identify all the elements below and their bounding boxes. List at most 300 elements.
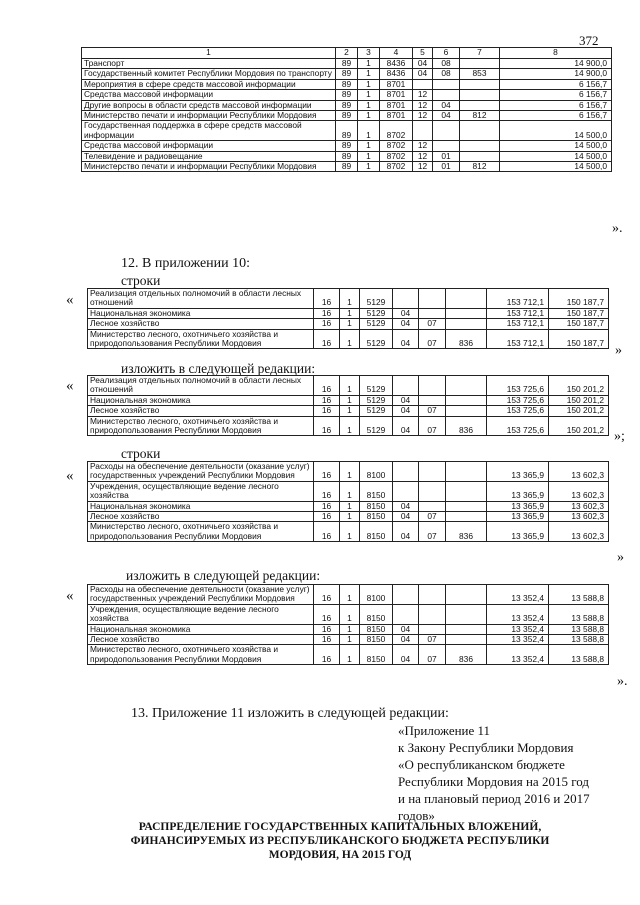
row-value-cell: 812	[460, 162, 500, 172]
row-value-cell: 153 712,1	[487, 329, 549, 349]
row-value-cell: 153 712,1	[487, 289, 549, 309]
row-value-cell	[446, 481, 487, 501]
row-value-cell: 89	[336, 69, 358, 79]
open-quote: «	[66, 292, 74, 308]
row-value-cell: 836	[446, 329, 487, 349]
row-name-cell: Средства массовой информации	[82, 141, 336, 151]
row-value-cell: 13 352,4	[487, 604, 549, 624]
row-value-cell: 8150	[360, 512, 393, 522]
row-value-cell: 13 588,8	[549, 635, 609, 645]
table-row	[88, 416, 609, 436]
close-quote: »	[617, 550, 624, 565]
row-value-cell: 8150	[360, 635, 393, 645]
row-name-cell: Государственная поддержка в сфере средств массовой информации	[82, 121, 336, 141]
row-value-cell: 150 187,7	[549, 319, 609, 329]
table-row	[88, 512, 609, 522]
row-value-cell: 07	[419, 512, 446, 522]
row-value-cell: 04	[393, 624, 419, 634]
row-value-cell	[460, 121, 500, 141]
close-quote: ».	[612, 221, 623, 236]
row-value-cell	[446, 604, 487, 624]
row-value-cell: 13 588,8	[549, 585, 609, 605]
row-value-cell: 16	[314, 635, 340, 645]
row-value-cell: 153 712,1	[487, 308, 549, 318]
table-row	[88, 635, 609, 645]
row-value-cell: 153 725,6	[487, 395, 549, 405]
rows-table-old-5129	[87, 288, 609, 349]
row-value-cell	[393, 462, 419, 482]
title-line: РАСПРЕДЕЛЕНИЕ ГОСУДАРСТВЕННЫХ КАПИТАЛЬНЫХ ВЛОЖЕНИЙ,	[138, 821, 542, 833]
row-value-cell: 8436	[380, 59, 413, 69]
row-value-cell: 13 352,4	[487, 635, 549, 645]
row-value-cell	[446, 462, 487, 482]
row-value-cell: 04	[393, 416, 419, 436]
row-value-cell: 07	[419, 635, 446, 645]
row-value-cell: 1	[358, 59, 380, 69]
row-value-cell: 89	[336, 79, 358, 89]
open-quote: «	[66, 378, 74, 394]
row-value-cell: 1	[340, 512, 360, 522]
table-row	[88, 319, 609, 329]
row-value-cell: 853	[460, 69, 500, 79]
row-value-cell: 8702	[380, 151, 413, 161]
open-quote: «	[66, 588, 74, 604]
row-value-cell: 150 201,2	[549, 376, 609, 396]
row-value-cell: 1	[340, 624, 360, 634]
row-value-cell: 16	[314, 416, 340, 436]
appendix-line: годов»	[398, 808, 435, 823]
row-value-cell: 8436	[380, 69, 413, 79]
row-value-cell: 5129	[360, 289, 393, 309]
row-value-cell: 150 187,7	[549, 289, 609, 309]
row-value-cell	[393, 376, 419, 396]
table-header-row	[82, 48, 612, 59]
row-value-cell	[446, 635, 487, 645]
row-value-cell: 8150	[360, 604, 393, 624]
table-row	[88, 645, 609, 665]
row-value-cell: 04	[393, 395, 419, 405]
row-value-cell: 89	[336, 111, 358, 121]
close-quote: ».	[617, 674, 628, 689]
row-value-cell	[446, 319, 487, 329]
row-value-cell	[419, 462, 446, 482]
row-value-cell: 14 900,0	[500, 69, 612, 79]
table-row	[88, 308, 609, 318]
col-header: 1	[82, 48, 336, 59]
row-value-cell: 04	[393, 308, 419, 318]
row-value-cell: 13 588,8	[549, 624, 609, 634]
row-value-cell	[460, 141, 500, 151]
row-value-cell: 13 365,9	[487, 481, 549, 501]
row-value-cell: 13 352,4	[487, 645, 549, 665]
distribution-title	[80, 820, 600, 862]
row-value-cell: 150 201,2	[549, 416, 609, 436]
row-value-cell: 8150	[360, 481, 393, 501]
row-value-cell: 13 365,9	[487, 501, 549, 511]
col-header: 8	[500, 48, 612, 59]
row-value-cell: 836	[446, 645, 487, 665]
row-value-cell: 89	[336, 141, 358, 151]
row-value-cell: 16	[314, 395, 340, 405]
appendix-line: Республики Мордовия на 2015 год	[398, 774, 589, 789]
row-value-cell	[446, 512, 487, 522]
row-value-cell: 5129	[360, 319, 393, 329]
row-value-cell: 14 500,0	[500, 121, 612, 141]
row-value-cell: 8150	[360, 522, 393, 542]
table-row	[88, 395, 609, 405]
row-value-cell: 1	[358, 100, 380, 110]
row-name-cell: Лесное хозяйство	[88, 512, 314, 522]
row-value-cell: 5129	[360, 406, 393, 416]
row-value-cell: 07	[419, 319, 446, 329]
row-value-cell: 01	[433, 162, 460, 172]
table-row	[88, 406, 609, 416]
row-value-cell: 01	[433, 151, 460, 161]
table-row	[82, 111, 612, 121]
row-value-cell: 5129	[360, 376, 393, 396]
row-value-cell: 1	[358, 162, 380, 172]
col-header: 5	[413, 48, 433, 59]
row-value-cell: 13 365,9	[487, 462, 549, 482]
section-13-text: 13. Приложение 11 изложить в следующей редакции:	[131, 706, 449, 721]
row-value-cell	[446, 395, 487, 405]
row-value-cell: 16	[314, 289, 340, 309]
row-value-cell	[460, 59, 500, 69]
row-value-cell: 1	[340, 522, 360, 542]
row-value-cell: 153 725,6	[487, 376, 549, 396]
row-value-cell: 1	[358, 151, 380, 161]
row-value-cell: 150 201,2	[549, 406, 609, 416]
row-value-cell: 13 352,4	[487, 585, 549, 605]
row-value-cell: 89	[336, 151, 358, 161]
row-name-cell: Телевидение и радиовещание	[82, 151, 336, 161]
row-value-cell: 89	[336, 59, 358, 69]
row-value-cell: 1	[340, 308, 360, 318]
row-value-cell: 04	[433, 111, 460, 121]
row-value-cell: 04	[393, 522, 419, 542]
row-value-cell: 07	[419, 522, 446, 542]
row-value-cell: 8702	[380, 162, 413, 172]
row-value-cell: 13 588,8	[549, 604, 609, 624]
row-name-cell: Министерство лесного, охотничьего хозяйства и природопользования Республики Мордовия	[88, 329, 314, 349]
row-name-cell: Транспорт	[82, 59, 336, 69]
row-value-cell: 07	[419, 416, 446, 436]
row-value-cell: 13 588,8	[549, 645, 609, 665]
row-value-cell	[419, 395, 446, 405]
row-value-cell: 150 201,2	[549, 395, 609, 405]
row-value-cell: 12	[413, 111, 433, 121]
table-row	[88, 522, 609, 542]
row-value-cell: 1	[340, 319, 360, 329]
open-quote: «	[66, 468, 74, 484]
row-value-cell: 6 156,7	[500, 79, 612, 89]
rows-table-new-5129	[87, 375, 609, 436]
row-value-cell: 8150	[360, 624, 393, 634]
row-value-cell: 8701	[380, 90, 413, 100]
row-value-cell	[419, 604, 446, 624]
appendix-line: и на плановый период 2016 и 2017	[398, 791, 590, 806]
row-value-cell: 5129	[360, 308, 393, 318]
row-value-cell: 14 500,0	[500, 141, 612, 151]
row-name-cell: Средства массовой информации	[82, 90, 336, 100]
row-value-cell	[433, 79, 460, 89]
row-value-cell: 89	[336, 90, 358, 100]
row-value-cell	[460, 100, 500, 110]
row-value-cell: 16	[314, 481, 340, 501]
page-number: 372	[579, 33, 599, 48]
row-value-cell: 1	[340, 329, 360, 349]
row-name-cell: Учреждения, осуществляющие ведение лесного хозяйства	[88, 481, 314, 501]
row-value-cell: 1	[340, 462, 360, 482]
row-value-cell: 13 365,9	[487, 512, 549, 522]
row-value-cell: 1	[358, 121, 380, 141]
row-value-cell: 13 365,9	[487, 522, 549, 542]
table-row	[88, 289, 609, 309]
row-value-cell	[446, 308, 487, 318]
row-name-cell: Другие вопросы в области средств массовой информации	[82, 100, 336, 110]
col-header: 2	[336, 48, 358, 59]
edit-label: изложить в следующей редакции:	[121, 361, 316, 376]
appendix-table-transport-media	[81, 47, 612, 172]
close-quote: »	[615, 343, 622, 358]
row-name-cell: Национальная экономика	[88, 395, 314, 405]
table-row	[88, 624, 609, 634]
row-value-cell: 12	[413, 162, 433, 172]
row-value-cell: 1	[340, 406, 360, 416]
row-value-cell: 812	[460, 111, 500, 121]
row-value-cell	[393, 604, 419, 624]
row-value-cell: 04	[433, 100, 460, 110]
table-row	[88, 462, 609, 482]
row-name-cell: Реализация отдельных полномочий в области лесных отношений	[88, 289, 314, 309]
table-row	[88, 501, 609, 511]
row-value-cell	[460, 90, 500, 100]
table-row	[82, 69, 612, 79]
appendix-line: «Приложение 11	[398, 723, 491, 738]
row-value-cell	[460, 151, 500, 161]
row-value-cell: 04	[413, 59, 433, 69]
row-value-cell: 836	[446, 416, 487, 436]
row-value-cell: 14 500,0	[500, 151, 612, 161]
row-value-cell	[413, 121, 433, 141]
row-value-cell: 16	[314, 645, 340, 665]
row-value-cell: 1	[340, 645, 360, 665]
table-row	[88, 481, 609, 501]
table-row	[82, 90, 612, 100]
row-value-cell: 8150	[360, 501, 393, 511]
row-value-cell	[446, 376, 487, 396]
row-name-cell: Национальная экономика	[88, 501, 314, 511]
row-name-cell: Министерство лесного, охотничьего хозяйства и природопользования Республики Мордовия	[88, 416, 314, 436]
table-row	[88, 376, 609, 396]
row-name-cell: Лесное хозяйство	[88, 635, 314, 645]
row-value-cell: 13 602,3	[549, 501, 609, 511]
row-value-cell	[460, 79, 500, 89]
row-value-cell	[433, 121, 460, 141]
row-value-cell: 1	[340, 604, 360, 624]
row-value-cell: 1	[340, 289, 360, 309]
row-name-cell: Реализация отдельных полномочий в области лесных отношений	[88, 376, 314, 396]
row-value-cell: 8100	[360, 585, 393, 605]
row-value-cell	[446, 406, 487, 416]
row-value-cell: 89	[336, 162, 358, 172]
row-value-cell	[419, 289, 446, 309]
row-value-cell	[419, 481, 446, 501]
row-value-cell: 16	[314, 604, 340, 624]
table-row	[88, 585, 609, 605]
row-value-cell: 16	[314, 406, 340, 416]
row-value-cell	[419, 308, 446, 318]
appendix-reference	[398, 722, 590, 824]
row-value-cell: 1	[358, 111, 380, 121]
row-value-cell: 04	[393, 319, 419, 329]
row-value-cell: 1	[358, 79, 380, 89]
row-name-cell: Национальная экономика	[88, 308, 314, 318]
edit-label: изложить в следующей редакции:	[126, 568, 321, 583]
row-value-cell: 12	[413, 141, 433, 151]
row-value-cell: 8701	[380, 100, 413, 110]
row-name-cell: Расходы на обеспечение деятельности (оказание услуг) государственных учреждений Республики Мордовия	[88, 585, 314, 605]
row-value-cell: 1	[340, 501, 360, 511]
row-name-cell: Лесное хозяйство	[88, 406, 314, 416]
row-value-cell: 1	[340, 416, 360, 436]
rows-label: строки	[121, 273, 161, 288]
row-value-cell	[419, 376, 446, 396]
row-value-cell: 6 156,7	[500, 90, 612, 100]
appendix-line: «О республиканском бюджете	[398, 757, 565, 772]
row-value-cell: 13 352,4	[487, 624, 549, 634]
row-value-cell: 1	[358, 90, 380, 100]
row-value-cell: 1	[340, 395, 360, 405]
row-name-cell: Мероприятия в сфере средств массовой информации	[82, 79, 336, 89]
row-value-cell: 89	[336, 100, 358, 110]
row-name-cell: Национальная экономика	[88, 624, 314, 634]
close-quote: »;	[614, 429, 625, 444]
row-value-cell: 16	[314, 501, 340, 511]
table-row	[82, 79, 612, 89]
row-name-cell: Государственный комитет Республики Мордовия по транспорту	[82, 69, 336, 79]
row-value-cell: 04	[393, 329, 419, 349]
row-value-cell: 1	[340, 635, 360, 645]
table-row	[82, 151, 612, 161]
row-value-cell: 08	[433, 69, 460, 79]
row-value-cell: 07	[419, 406, 446, 416]
row-value-cell: 13 602,3	[549, 481, 609, 501]
rows-table-old-8100	[87, 461, 609, 542]
row-value-cell: 16	[314, 462, 340, 482]
row-name-cell: Министерство печати и информации Республики Мордовия	[82, 162, 336, 172]
row-name-cell: Лесное хозяйство	[88, 319, 314, 329]
row-value-cell: 07	[419, 329, 446, 349]
table-row	[82, 162, 612, 172]
appendix-line: к Закону Республики Мордовия	[398, 740, 574, 755]
row-value-cell: 8702	[380, 121, 413, 141]
row-value-cell	[446, 501, 487, 511]
row-value-cell: 5129	[360, 395, 393, 405]
row-value-cell	[446, 585, 487, 605]
row-value-cell: 150 187,7	[549, 308, 609, 318]
row-value-cell: 04	[393, 645, 419, 665]
table-row	[82, 121, 612, 141]
row-value-cell: 16	[314, 319, 340, 329]
row-value-cell: 07	[419, 645, 446, 665]
row-value-cell: 8702	[380, 141, 413, 151]
row-value-cell: 1	[340, 376, 360, 396]
col-header: 7	[460, 48, 500, 59]
row-value-cell	[419, 624, 446, 634]
row-value-cell: 8701	[380, 79, 413, 89]
row-value-cell: 16	[314, 522, 340, 542]
col-header: 3	[358, 48, 380, 59]
row-name-cell: Министерство печати и информации Республики Мордовия	[82, 111, 336, 121]
row-value-cell: 16	[314, 585, 340, 605]
row-value-cell: 13 602,3	[549, 522, 609, 542]
col-header: 6	[433, 48, 460, 59]
section-12-heading: 12. В приложении 10:	[121, 256, 251, 271]
row-value-cell	[446, 289, 487, 309]
row-value-cell: 14 500,0	[500, 162, 612, 172]
row-value-cell: 1	[340, 585, 360, 605]
row-value-cell: 08	[433, 59, 460, 69]
title-line: МОРДОВИЯ, НА 2015 ГОД	[268, 849, 412, 861]
row-value-cell: 1	[340, 481, 360, 501]
row-value-cell: 89	[336, 121, 358, 141]
table-row	[82, 141, 612, 151]
row-value-cell: 04	[393, 635, 419, 645]
row-value-cell: 1	[358, 141, 380, 151]
row-value-cell: 04	[393, 512, 419, 522]
row-value-cell: 6 156,7	[500, 100, 612, 110]
row-value-cell: 8150	[360, 645, 393, 665]
row-value-cell: 13 602,3	[549, 512, 609, 522]
row-value-cell: 150 187,7	[549, 329, 609, 349]
rows-table-new-8100	[87, 584, 609, 665]
row-name-cell: Расходы на обеспечение деятельности (оказание услуг) государственных учреждений Республики Мордовия	[88, 462, 314, 482]
row-value-cell: 8100	[360, 462, 393, 482]
row-value-cell: 5129	[360, 329, 393, 349]
row-value-cell	[419, 585, 446, 605]
row-value-cell: 04	[393, 501, 419, 511]
row-value-cell	[393, 585, 419, 605]
row-value-cell: 5129	[360, 416, 393, 436]
row-value-cell: 153 712,1	[487, 319, 549, 329]
row-value-cell: 6 156,7	[500, 111, 612, 121]
row-value-cell: 12	[413, 100, 433, 110]
title-line: ФИНАНСИРУЕМЫХ ИЗ РЕСПУБЛИКАНСКОГО БЮДЖЕТА РЕСПУБЛИКИ	[130, 835, 550, 847]
row-value-cell: 04	[393, 406, 419, 416]
table-row	[88, 604, 609, 624]
row-name-cell: Министерство лесного, охотничьего хозяйства и природопользования Республики Мордовия	[88, 645, 314, 665]
row-value-cell	[419, 501, 446, 511]
row-value-cell	[393, 289, 419, 309]
col-header: 4	[380, 48, 413, 59]
row-name-cell: Министерство лесного, охотничьего хозяйства и природопользования Республики Мордовия	[88, 522, 314, 542]
table-row	[88, 329, 609, 349]
row-value-cell: 153 725,6	[487, 416, 549, 436]
row-value-cell: 16	[314, 376, 340, 396]
row-value-cell: 16	[314, 329, 340, 349]
row-value-cell: 16	[314, 624, 340, 634]
row-value-cell	[393, 481, 419, 501]
row-value-cell: 8701	[380, 111, 413, 121]
rows-label: строки	[121, 446, 161, 461]
row-name-cell: Учреждения, осуществляющие ведение лесного хозяйства	[88, 604, 314, 624]
row-value-cell: 836	[446, 522, 487, 542]
row-value-cell: 16	[314, 512, 340, 522]
row-value-cell: 04	[413, 69, 433, 79]
row-value-cell	[413, 79, 433, 89]
row-value-cell	[446, 624, 487, 634]
